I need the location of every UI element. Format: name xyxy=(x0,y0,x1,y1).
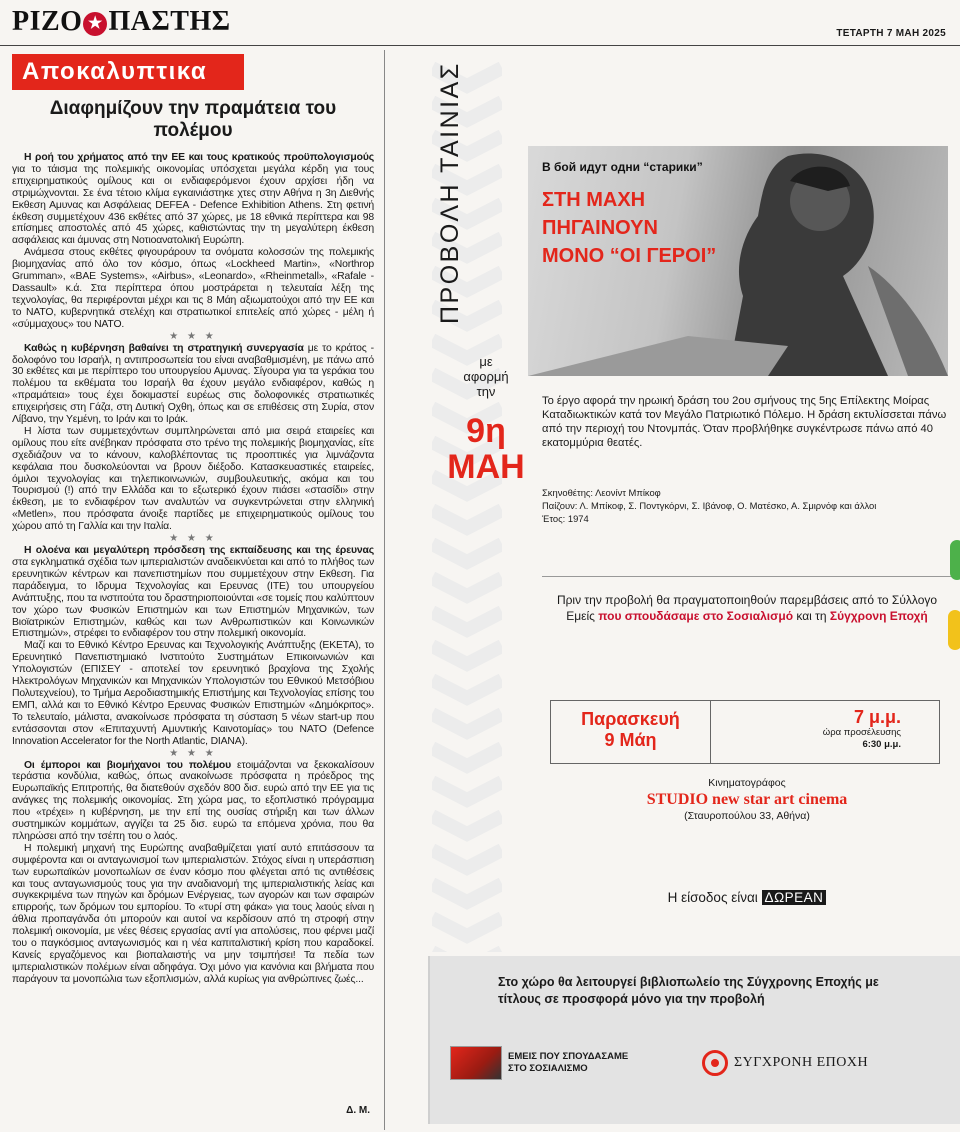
star-icon: ★ xyxy=(83,12,107,36)
occasion-line-2: αφορμή xyxy=(463,369,509,384)
discussion-mid: και τη xyxy=(793,609,830,623)
separator: ★ ★ ★ xyxy=(169,533,217,545)
discussion-highlight-1: που σπουδάσαμε στο Σοσιαλισμό xyxy=(598,609,794,623)
discussion-note xyxy=(542,592,952,624)
association-logo xyxy=(450,1046,640,1082)
section-banner: Αποκαλυπτικα xyxy=(12,54,244,90)
brand-pre: ΡΙΖΟ xyxy=(12,6,83,37)
association-line-2: ΣΤΟ ΣΟΣΙΑΛΙΣΜΟ xyxy=(508,1063,588,1074)
issue-date: ΤΕΤΑΡΤΗ 7 ΜΑΗ 2025 xyxy=(836,28,946,39)
occasion-big-2: ΜΑΗ xyxy=(447,448,525,486)
discussion-pre: Πριν την προβολή θα πραγματοποιηθούν παρεμβάσεις από το Σύλλογο Εμείς xyxy=(556,593,938,623)
cast: Παίζουν: Λ. Μπίκοφ, Σ. Ποντγκόρνι, Σ. Ιβάνοφ, Ο. Ματέσκο, Α. Σμιρνόφ και άλλοι xyxy=(542,500,877,511)
author-signature: Δ. Μ. xyxy=(346,1105,370,1116)
director: Σκηνοθέτης: Λεονίντ Μπίκοφ xyxy=(542,487,661,498)
entry-note xyxy=(542,890,952,905)
paragraph-1-lead: Η ροή του χρήματος από την ΕΕ και τους κρατικούς προϋπολογισμούς xyxy=(24,152,374,163)
page-edge-tab xyxy=(948,610,960,650)
newspaper-logo xyxy=(12,6,231,38)
paragraph-2: Ανάμεσα στους εκθέτες φιγουράρουν τα ονόματα κολοσσών της πολεμικής βιομηχανίας από όλο τον κόσμο, όπως «Lockheed Martin», «Northrop Grumman», «BAE Systems», «Airbus», «Leonardo», «Rheinmetall», «Rafale - Dassault» κ.ά. Στα περίπτερα όπου μοστράρεται η τελευταία λέξη της τεχνολογίας, θα περιφέρονται μέχρι και τις 8 Μάη αξιωματούχοι από την ΕΕ και το ΝΑΤΟ, κυβερνητικά στελέχη και στρατιωτικοί επιτελείς από χώρες - μέλη ή «σύμμαχους» του ΝΑΤΟ. xyxy=(12,247,374,330)
separator: ★ ★ ★ xyxy=(169,747,217,759)
arrival-time: 6:30 μ.μ. xyxy=(862,739,901,750)
masthead xyxy=(0,0,960,46)
publisher-emblem-icon xyxy=(702,1050,728,1076)
publisher-name: ΣΥΓΧΡΟΝΗ ΕΠΟΧΗ xyxy=(734,1055,869,1070)
venue-kind: Κινηματογράφος xyxy=(708,777,786,789)
paragraph-3-text: με το κράτος - δολοφόνο του Ισραήλ, η αντιπροσωπεία του είναι αναβαθμισμένη, με πάνω από 30 εκθέτες και με περίπτερο του υπουργείου Αμυνας. Σίγουρα για τα γεράκια του πολέμου τα εκθέματα του Ισραήλ θα έχουν μεγάλο ενδιαφέρον, καθώς η «πραμάτεια» τους έχει δοκιμαστεί ευρέως στις δολοφονικές στρατιωτικές επιχειρήσεις στη Γάζα, στη Δυτική Οχθη, όπως και σε επιθέσεις στη Συρία, στον Λίβανο, την Υεμένη, το Ιράν και το Ιράκ. xyxy=(12,342,374,426)
venue-address: (Σταυροπούλου 33, Αθήνα) xyxy=(684,810,810,822)
schedule-day xyxy=(551,701,711,763)
article-body xyxy=(12,152,374,986)
page-edge-tab xyxy=(950,540,960,580)
vertical-title: ΠΡΟΒΟΛΗ ΤΑΙΝΙΑΣ xyxy=(436,61,464,324)
article-headline: Διαφημίζουν την πραμάτεια του πολέμου xyxy=(49,98,337,141)
brand-post: ΠΑΣΤΗΣ xyxy=(108,6,231,37)
russian-title: В бой идут одни “старики” xyxy=(542,160,703,174)
date: 9 Μάη xyxy=(604,730,657,750)
paragraph-3-lead: Καθώς η κυβέρνηση βαθαίνει τη στρατηγική συνεργασία xyxy=(24,342,304,354)
paragraph-8: Η πολεμική μηχανή της Ευρώπης αναβαθμίζεται γιατί αυτό επιτάσσουν τα συμφέροντα και οι ανταγωνισμοί των ιμπεριαλιστών. Στόχος είναι η υπεράσπιση των ευρωπαϊκών μονοπωλίων σε έναν κόσμο που φλέγεται από τις αντιθέσεις και τους ανταγωνισμούς τους για την αναδιανομή της ιμπεριαλιστικής λείας και συγκεκριμένα των πηγών και δρόμων Ενέργειας, των αγορών και των σφαιρών επιρροής, των δρόμων του εμπορίου. Το «τυρί στη φάκα» για τους λαούς είναι η άθλια προπαγάνδα ότι μπορούν και αυτοί να κερδίσουν από τη στροφή στην πολεμική οικονομία, με νέες θέσεις εργασίας αντί για απολύσεις, που φέρνει μαζί του ο παγκόσμιος ανταγωνισμός και η νέα καπιταλιστική κρίση που καραδοκεί. Κανείς εργαζόμενος και βιοπαλαιστής να μην τσιμπήσει! Τα πεδία των ιμπεριαλιστικών πολέμων είναι αδηφάγα. Όχι μόνο για κανόνια και βλήματα που παράγουν τα μονοπώλια των εξοπλισμών, αλλά κυρίως για ανθρώπινες ζωές... xyxy=(12,842,374,985)
paragraph-3 xyxy=(12,343,374,426)
article-column xyxy=(12,54,374,1124)
publisher-logo xyxy=(702,1050,902,1080)
arrival-label: ώρα προσέλευσης xyxy=(822,727,901,738)
bookshop-text: Στο χώρο θα λειτουργεί βιβλιοπωλείο της Σύγχρονης Εποχής με τίτλους σε προσφορά μόνο για την προβολή xyxy=(498,975,879,1006)
association-name xyxy=(508,1051,628,1075)
venue xyxy=(542,776,952,824)
film-credits xyxy=(542,486,952,525)
paragraph-4: Η λίστα των συμμετεχόντων συμπληρώνεται από μια σειρά εταιρείες και ομίλους που είτε ανέβηκαν πρόσφατα στο τρένο της πολεμικής βιομηχανίας, είτε σχεδιάζουν να το κάνουν, καλοβλέποντας τις προοπτικές για λιμνάζοντα κεφάλαια που δυσκολεύονται να βρουν διέξοδο. Κατασκευαστικές εταιρείες, όμιλοι τεχνολογίας και τηλεπικοινωνιών, συμβουλευτικής, ακόμα και του Τουρισμού (!) από την Ελλάδα και το εξωτερικό έχουν πιάσει «στασίδι» στην έκθεση, με το ενδιαφέρον των αναλυτών να συγκεντρώνεται στην ελληνική «Metlen», που πρόσφατα άνοιξε παρτίδες με επιχειρηματικούς ομίλους του χώρου από τη Γαλλία και την Ιταλία. xyxy=(12,425,374,533)
paragraph-5-lead: Η ολοένα και μεγαλύτερη πρόσδεση της εκπαίδευσης και της έρευνας xyxy=(24,545,374,557)
occasion-line-3: την xyxy=(476,384,496,399)
separator: ★ ★ ★ xyxy=(169,330,217,342)
occasion-big-1: 9η xyxy=(466,412,506,450)
discussion-highlight-2: Σύγχρονη Εποχή xyxy=(829,609,928,623)
association-image xyxy=(450,1046,502,1080)
film-title-line-2: ΠΗΓΑΙΝΟΥΝ xyxy=(542,217,658,239)
start-time: 7 μ.μ. xyxy=(853,707,901,727)
day: Παρασκευή xyxy=(581,709,680,729)
paragraph-1 xyxy=(12,152,374,247)
paragraph-6: Μαζί και το Εθνικό Κέντρο Ερευνας και Τεχνολογικής Ανάπτυξης (ΕΚΕΤΑ), το Ερευνητικό Πανεπιστημιακό Ινστιτούτο Συστημάτων Επικοινωνιών και Υπολογιστών (ΕΠΙΣΕΥ - αποτελεί τον ερευνητικό βραχίονα της Σχολής Ηλεκτρολόγων Μηχανικών και Μηχανικών Υπολογιστών του Εθνικού Μετσόβιου Πολυτεχνείου), το Τμήμα Αεροδιαστημικής Επιστήμης και Τεχνολογίας επίσης του ΕΜΠ, αλλά και το Εθνικό Κέντρο Ερευνας Φυσικών Επιστημών «Δημόκριτος». Το τελευταίο, μάλιστα, ανακοίνωσε πρόσφατα τη σύσταση 5 νέων start-up που εντάσσονται στον «Επιταχυντή Αμυντικής Καινοτομίας» του ΝΑΤΟ (Defence Innovation Accelerator for the North Atlantic, DIANA). xyxy=(12,640,374,747)
paragraph-7-text: ετοιμάζονται να ξεκοκαλίσουν τεράστια κονδύλια, καθώς, όπως ανακοίνωσε πρόσφατα η πρόεδρος της Ευρωπαϊκής Επιτροπής, θα διατεθούν σχεδόν 800 δισ. ευρώ από την ΕΕ για τις ανάγκες της πολεμικής οικονομίας. Στη χώρα μας, το εξοπλιστικό πρόγραμμα που «τρέχει» η κυβέρνηση, με την επί της ουσίας στήριξη και των άλλων συστημικών κομμάτων, αγγίζει τα 25 δισ. ευρώ τα επόμενα χρόνια, που θα πληρώσει από την τσέπη του ο λαός. xyxy=(12,759,374,842)
occasion-line-1: με xyxy=(479,354,493,369)
entry-pre: Η είσοδος είναι xyxy=(667,890,758,905)
free-badge: ΔΩΡΕΑΝ xyxy=(762,890,827,905)
column-divider xyxy=(384,50,385,1130)
paragraph-7 xyxy=(12,760,374,843)
film-title xyxy=(542,186,716,270)
paragraph-1-text: για το τάισμα της πολεμικής οικονομίας υπόσχεται μεγάλα κέρδη για τους επιχειρηματικούς ομίλους και οι ενδιαφερόμενοι έχουν αρχίσει ήδη να στριμώχνονται. Σε ένα τέτοιο κλίμα εγκαινιάστηκε χτες στην Αθήνα η 3η Διεθνής Εκθεση Αμυνας και Ασφάλειας DEFEA - Defence Exhibition Athens. Στη φετινή έκθεση συμμετέχουν 436 εκθέτες από 37 χώρες, με 18 εθνικά περίπτερα και 98 επίσημες αποστολές από 45 χώρες, καθιστώντας την τη μεγαλύτερη έκθεση ασφάλειας και άμυνας στη Νοτιοανατολική Ευρώπη. xyxy=(12,163,374,247)
venue-name: STUDIO new star art cinema xyxy=(646,791,848,808)
bookshop-box xyxy=(428,956,960,1124)
paragraph-5-text: στα εγκληματικά σχέδια των ιμπεριαλιστών αναδεικνύεται και από το πλήθος των ερευνητικών κέντρων και πανεπιστημίων που συμμετέχουν στην Εκθεση. Για παράδειγμα, το Ιδρυμα Τεχνολογίας και Ερευνας (ΙΤΕ) του υπουργείου Ανάπτυξης, που τα ινστιτούτα του δραστηριοποιούνται «σε τομείς που καλύπτουν τον χώρο των Φυσικών Επιστημών και των Επιστημών Μηχανικών, των Βιοϊατρικών Επιστημών, καθώς και των Ανθρωπιστικών και Κοινωνικών Επιστημών», στρέφει το ενδιαφέρον του στην πολεμική οικονομία. xyxy=(12,557,374,640)
schedule-time xyxy=(711,701,939,763)
occasion-block xyxy=(436,354,536,485)
film-title-line-3: ΜΟΝΟ “ΟΙ ΓΕΡΟΙ” xyxy=(542,245,717,267)
association-line-1: ΕΜΕΙΣ ΠΟΥ ΣΠΟΥΔΑΣΑΜΕ xyxy=(508,1051,629,1062)
occasion-date xyxy=(436,413,536,485)
film-still xyxy=(528,146,948,376)
year: Έτος: 1974 xyxy=(542,513,589,524)
paragraph-5 xyxy=(12,545,374,640)
film-title-line-1: ΣΤΗ ΜΑΧΗ xyxy=(542,189,646,211)
film-screening-ad xyxy=(400,54,960,1124)
divider xyxy=(542,576,952,577)
film-description: Το έργο αφορά την ηρωική δράση του 2ου σμήνους της 5ης Επίλεκτης Μοίρας Καταδιωκτικών κατά τον Μεγάλο Πατριωτικό Πόλεμο. Η δράση εκτυλίσσεται πάνω από την περιοχή του Ντονμπάς. Όταν προβλήθηκε συγκέντρωσε πάνω από 40 εκατομμύρια θεατές. xyxy=(542,395,947,449)
schedule-box xyxy=(550,700,940,764)
paragraph-7-lead: Οι έμποροι και βιομήχανοι του πολέμου xyxy=(24,759,232,771)
